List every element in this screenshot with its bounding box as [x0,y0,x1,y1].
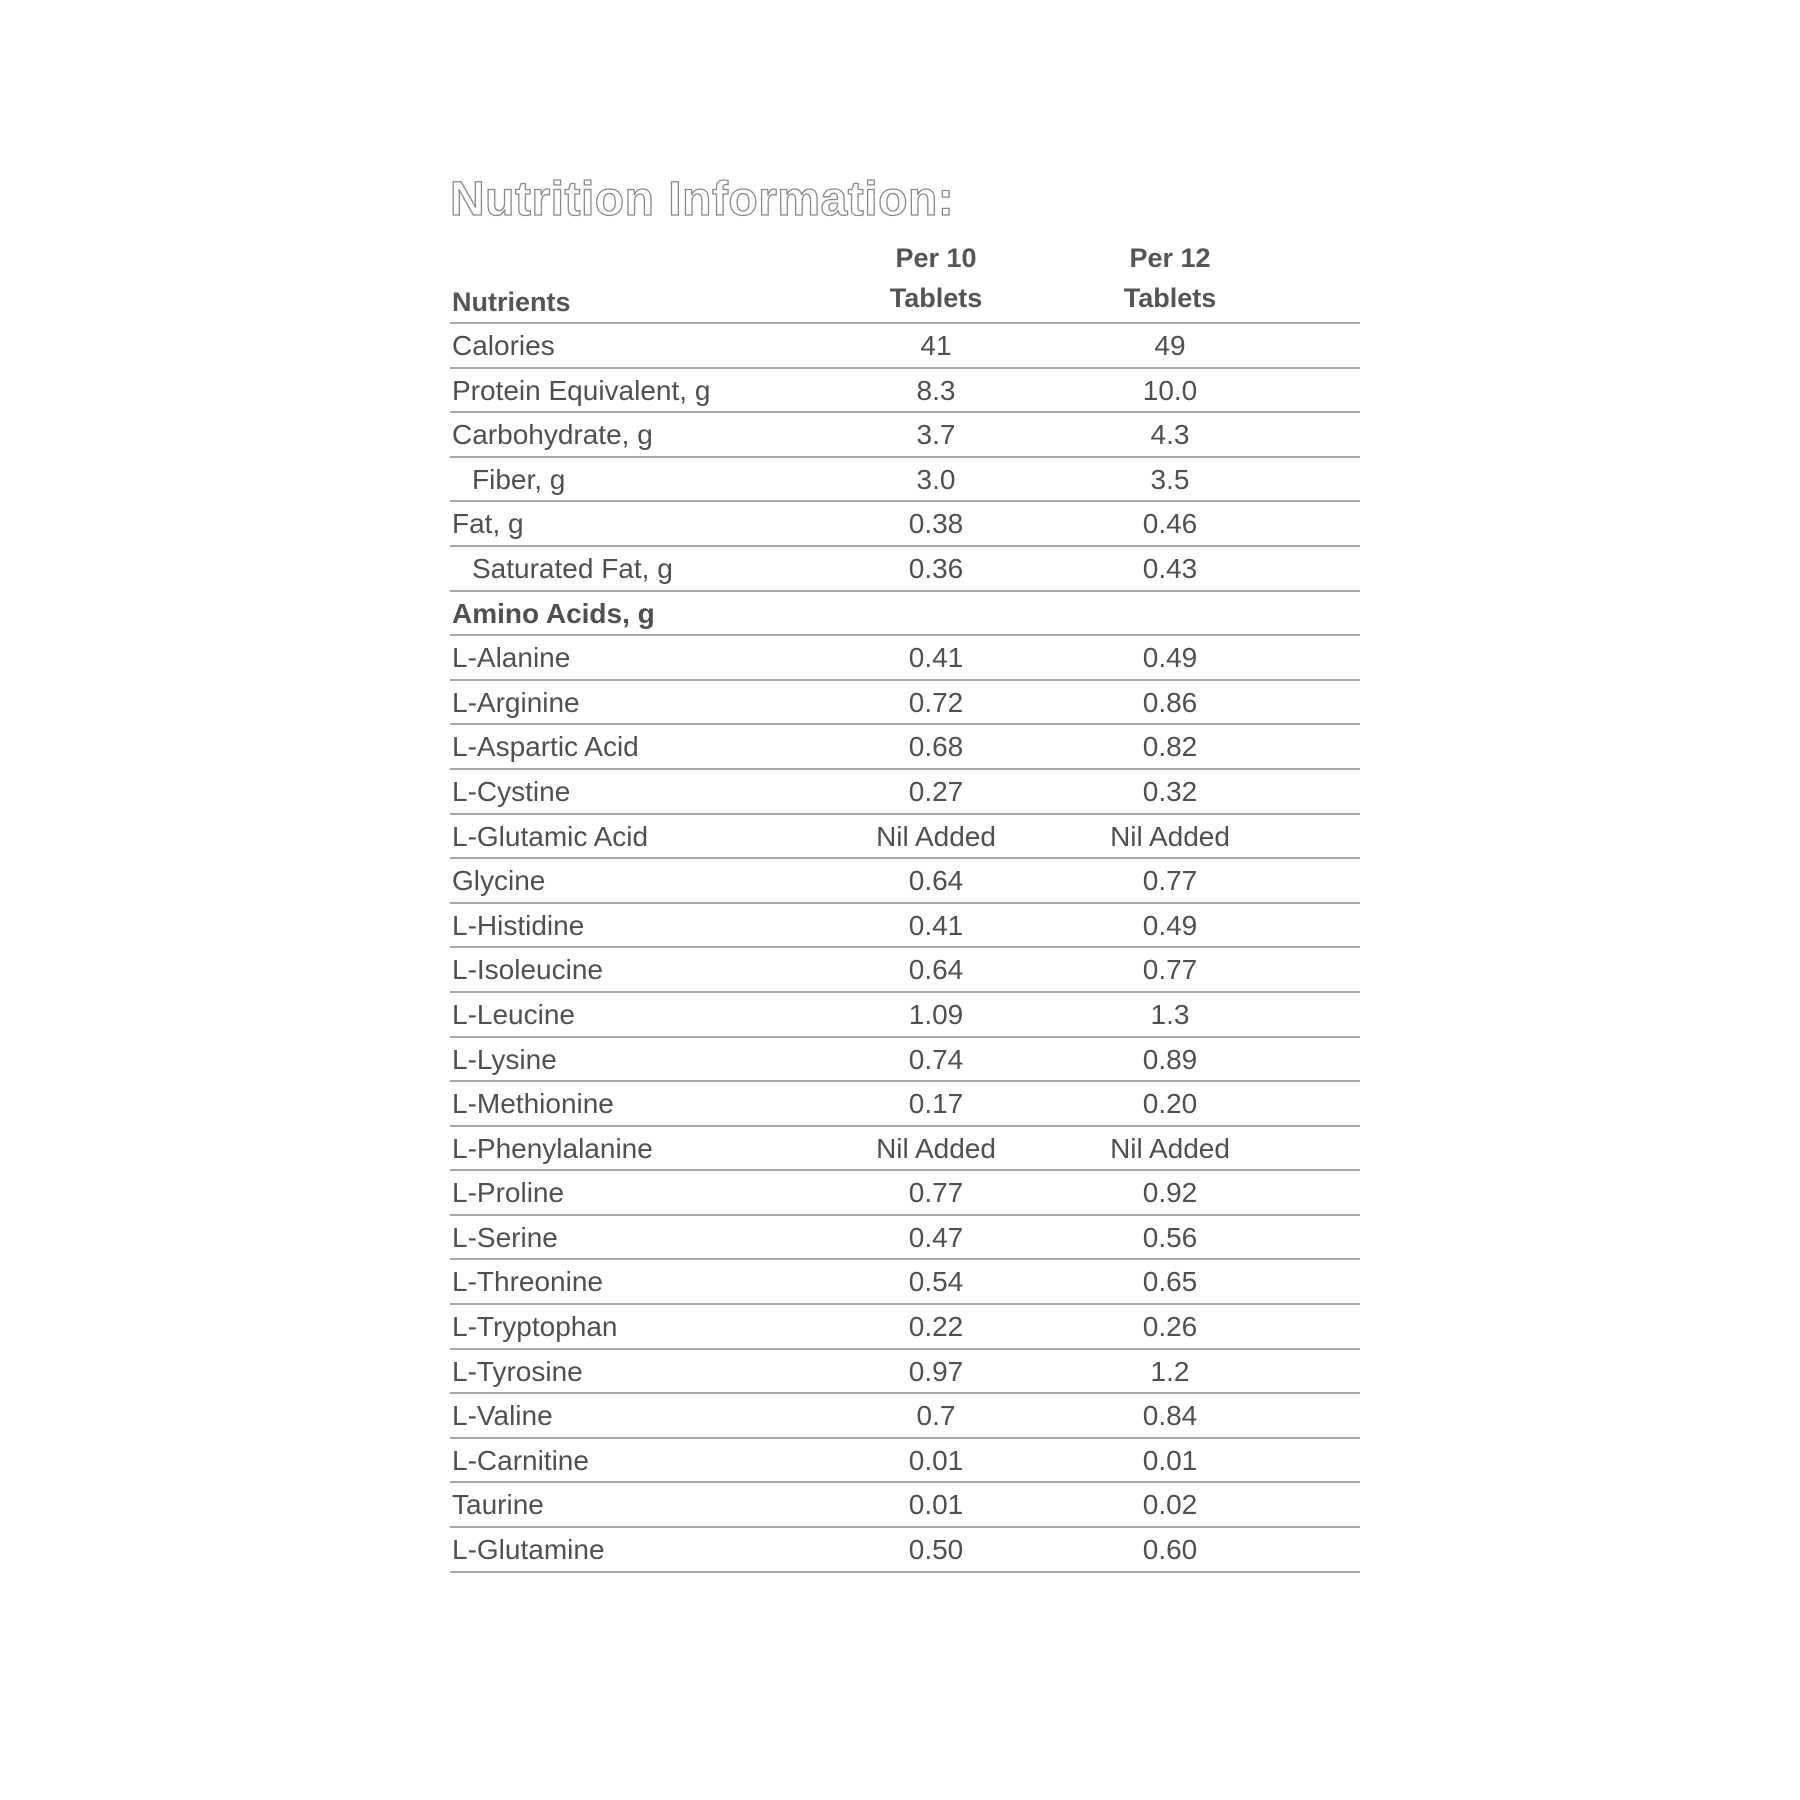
nutrition-panel [450,170,1360,1573]
value-per-10-tablets: 0.72 [908,686,964,718]
table-row [450,1394,1360,1439]
table-row [450,369,1360,414]
table-row [450,1305,1360,1350]
table-row [450,770,1360,815]
value-per-10-tablets: 0.17 [908,1088,964,1120]
value-per-10-tablets: 0.77 [908,1177,964,1209]
value-per-12-tablets: 0.82 [1142,731,1198,763]
column-header-nutrients: Nutrients [452,287,571,317]
nutrient-name: Amino Acids, g [452,597,655,629]
page-title: Nutrition Information: [450,173,955,226]
table-row [450,458,1360,503]
value-per-12-tablets: 0.46 [1142,508,1198,540]
value-per-10-tablets: 0.97 [908,1355,964,1387]
table-row [450,904,1360,949]
table-row [450,1483,1360,1528]
nutrient-name: L-Isoleucine [452,954,603,986]
value-per-12-tablets: 0.92 [1142,1177,1198,1209]
value-per-10-tablets: 41 [920,330,952,361]
table-row [450,815,1360,860]
nutrient-name: Glycine [452,865,546,897]
nutrient-name: L-Proline [452,1177,565,1209]
value-per-12-tablets: 0.89 [1142,1043,1198,1075]
value-per-12-tablets: 49 [1154,330,1186,361]
value-per-12-tablets: 0.84 [1142,1400,1198,1432]
nutrient-name: Fat, g [452,508,524,540]
value-per-12-tablets: 0.86 [1142,686,1198,718]
table-row [450,1528,1360,1573]
value-per-10-tablets: 0.01 [908,1444,964,1476]
value-per-12-tablets: 10.0 [1142,374,1198,406]
table-row [450,859,1360,904]
value-per-10-tablets: 0.64 [908,865,964,897]
value-per-10-tablets: 0.54 [908,1266,964,1298]
value-per-12-tablets: 0.65 [1142,1266,1198,1298]
value-per-12-tablets: 0.26 [1142,1311,1198,1343]
nutrient-name: Protein Equivalent, g [452,374,711,406]
nutrition-table-body [450,324,1360,1573]
table-row [450,1260,1360,1305]
nutrient-name: L-Arginine [452,686,580,718]
table-row [450,1127,1360,1172]
value-per-10-tablets: Nil Added [876,820,996,852]
value-per-10-tablets: 0.7 [916,1400,956,1432]
table-row [450,592,1360,637]
nutrient-name: Saturated Fat, g [472,552,673,584]
table-row [450,681,1360,726]
value-per-10-tablets: Nil Added [876,1132,996,1164]
value-per-12-tablets: 0.77 [1142,865,1198,897]
value-per-12-tablets: 1.2 [1150,1355,1190,1387]
value-per-10-tablets: 0.27 [908,775,964,807]
table-row [450,993,1360,1038]
value-per-12-tablets: 0.20 [1142,1088,1198,1120]
value-per-10-tablets: 0.74 [908,1043,964,1075]
value-per-12-tablets: 4.3 [1150,419,1190,451]
value-per-10-tablets: 0.41 [908,642,964,674]
table-row [450,1216,1360,1261]
value-per-12-tablets: 0.60 [1142,1534,1198,1566]
value-per-12-tablets: Nil Added [1110,820,1230,852]
nutrient-name: L-Threonine [452,1266,603,1298]
table-row [450,1082,1360,1127]
nutrient-name: Fiber, g [472,463,566,495]
value-per-10-tablets: 0.36 [908,552,964,584]
value-per-10-tablets: 8.3 [916,374,956,406]
table-row [450,413,1360,458]
nutrient-name: L-Methionine [452,1088,614,1120]
table-row [450,725,1360,770]
value-per-10-tablets: 0.64 [908,954,964,986]
value-per-10-tablets: 1.09 [908,998,964,1030]
nutrient-name: L-Serine [452,1221,558,1253]
table-row [450,502,1360,547]
value-per-10-tablets: 0.22 [908,1311,964,1343]
nutrient-name: L-Lysine [452,1043,557,1075]
nutrient-name: Taurine [452,1489,544,1521]
table-header [450,230,1360,324]
value-per-10-tablets: 0.38 [908,508,964,540]
table-row [450,636,1360,681]
nutrient-name: Carbohydrate, g [452,419,653,451]
table-row [450,1038,1360,1083]
nutrient-name: L-Alanine [452,642,571,674]
value-per-12-tablets: 0.56 [1142,1221,1198,1253]
value-per-12-tablets: 0.32 [1142,775,1198,807]
value-per-10-tablets: 3.0 [916,463,956,495]
nutrient-name: L-Cystine [452,775,571,807]
column-header-per-10-tablets: Per 10 Tablets [889,243,983,313]
value-per-12-tablets: 0.43 [1142,552,1198,584]
nutrient-name: L-Valine [452,1400,553,1432]
value-per-10-tablets: 0.68 [908,731,964,763]
table-row [450,948,1360,993]
value-per-10-tablets: 0.01 [908,1489,964,1521]
value-per-10-tablets: 0.50 [908,1534,964,1566]
value-per-12-tablets: 0.77 [1142,954,1198,986]
value-per-12-tablets: Nil Added [1110,1132,1230,1164]
table-row [450,1171,1360,1216]
nutrient-name: L-Leucine [452,998,575,1030]
nutrient-name: Calories [452,330,555,361]
value-per-12-tablets: 0.01 [1142,1444,1198,1476]
value-per-12-tablets: 3.5 [1150,463,1190,495]
value-per-10-tablets: 0.41 [908,909,964,941]
value-per-12-tablets: 0.49 [1142,642,1198,674]
table-row [450,547,1360,592]
value-per-12-tablets: 0.02 [1142,1489,1198,1521]
value-per-12-tablets: 0.49 [1142,909,1198,941]
nutrient-name: L-Glutamic Acid [452,820,649,852]
nutrient-name: L-Glutamine [452,1534,605,1566]
column-header-per-12-tablets: Per 12 Tablets [1123,243,1217,313]
nutrient-name: L-Carnitine [452,1444,589,1476]
nutrient-name: L-Phenylalanine [452,1132,653,1164]
table-row [450,324,1360,369]
value-per-12-tablets: 1.3 [1150,998,1190,1030]
nutrient-name: L-Tryptophan [452,1311,618,1343]
nutrient-name: L-Histidine [452,909,585,941]
nutrient-name: L-Tyrosine [452,1355,583,1387]
nutrient-name: L-Aspartic Acid [452,731,639,763]
value-per-10-tablets: 0.47 [908,1221,964,1253]
table-row [450,1350,1360,1395]
table-row [450,1439,1360,1484]
value-per-10-tablets: 3.7 [916,419,956,451]
